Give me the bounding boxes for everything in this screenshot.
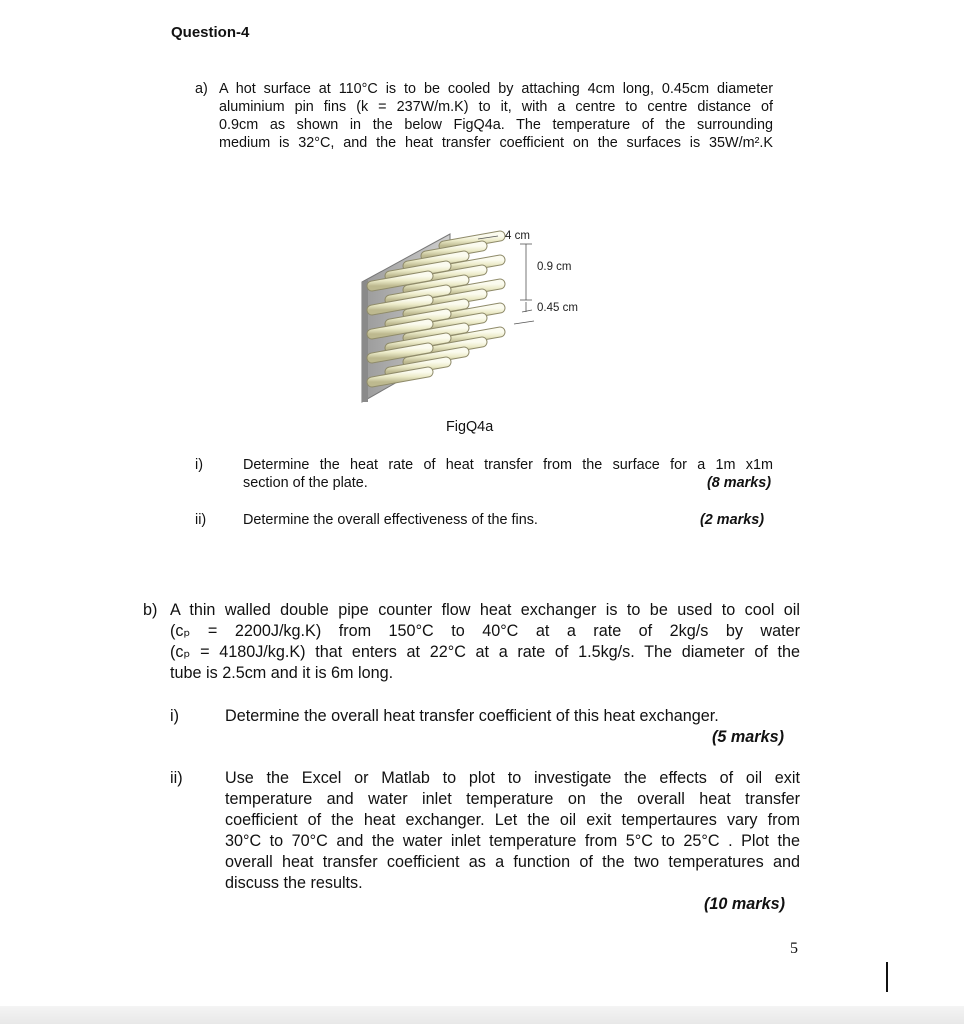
dim-length-label: 4 cm — [505, 230, 530, 242]
pin-fin-figure — [350, 222, 610, 410]
part-b-i-text: Determine the overall heat transfer coefficient of this heat exchanger. — [225, 707, 719, 725]
part-a-i-label: i) — [195, 457, 203, 473]
part-b-ii-line: 30°C to 70°C and the water inlet temperature from 5°C to 25°C . Plot the — [225, 832, 800, 850]
part-a-ii-text: Determine the overall effectiveness of the fins. — [243, 512, 538, 528]
part-a-label: a) — [195, 81, 208, 97]
part-b-line: (cₚ = 4180J/kg.K) that enters at 22°C at a rate of 1.5kg/s. The diameter of the — [170, 643, 800, 661]
part-b-ii-line: Use the Excel or Matlab to plot to investigate the effects of oil exit — [225, 769, 800, 787]
part-a-i-marks: (8 marks) — [707, 475, 771, 491]
part-b-text — [170, 600, 800, 684]
figure-caption: FigQ4a — [446, 419, 494, 435]
part-b-ii-line: discuss the results. — [225, 874, 363, 892]
part-b-line: A thin walled double pipe counter flow heat exchanger is to be used to cool oil — [170, 601, 800, 619]
question-heading: Question-4 — [171, 24, 250, 41]
viewer-bottom-edge — [0, 1006, 964, 1024]
dim-spacing-label: 0.9 cm — [537, 261, 572, 273]
part-a-ii-marks: (2 marks) — [700, 512, 764, 528]
part-b-ii-line: overall heat transfer coefficient as a function of the two temperatures and — [225, 853, 800, 871]
part-b-ii-line: coefficient of the heat exchanger. Let the oil exit tempertaures vary from — [225, 811, 800, 829]
text-cursor — [886, 962, 888, 992]
part-b-ii-label: ii) — [170, 769, 183, 787]
part-b-i-label: i) — [170, 707, 179, 725]
part-b-ii-line: temperature and water inlet temperature on the overall heat transfer — [225, 790, 800, 808]
part-a-line: aluminium pin fins (k = 237W/m.K) to it, with a centre to centre distance of — [219, 99, 773, 115]
part-a-ii-label: ii) — [195, 512, 207, 528]
part-b-label: b) — [143, 601, 158, 619]
part-a-line: A hot surface at 110°C is to be cooled by attaching 4cm long, 0.45cm diameter — [219, 81, 773, 97]
pin-fins — [372, 236, 500, 382]
part-b-ii-text — [225, 768, 800, 894]
part-a-line: 0.9cm as shown in the below FigQ4a. The temperature of the surrounding — [219, 117, 773, 133]
part-a-i-text — [243, 456, 773, 492]
part-a-text — [219, 80, 773, 152]
part-a-i-line: Determine the heat rate of heat transfer from the surface for a 1m x1m — [243, 457, 773, 473]
dim-diameter-label: 0.45 cm — [537, 302, 578, 314]
part-b-line: tube is 2.5cm and it is 6m long. — [170, 664, 394, 682]
page-number: 5 — [790, 940, 798, 957]
part-a-line: medium is 32°C, and the heat transfer coefficient on the surfaces is 35W/m².K — [219, 135, 773, 151]
part-b-ii-marks: (10 marks) — [704, 895, 785, 913]
part-b-line: (cₚ = 2200J/kg.K) from 150°C to 40°C at a rate of 2kg/s by water — [170, 622, 800, 640]
part-a-i-line: section of the plate. — [243, 475, 368, 491]
part-b-i-marks: (5 marks) — [712, 728, 784, 746]
